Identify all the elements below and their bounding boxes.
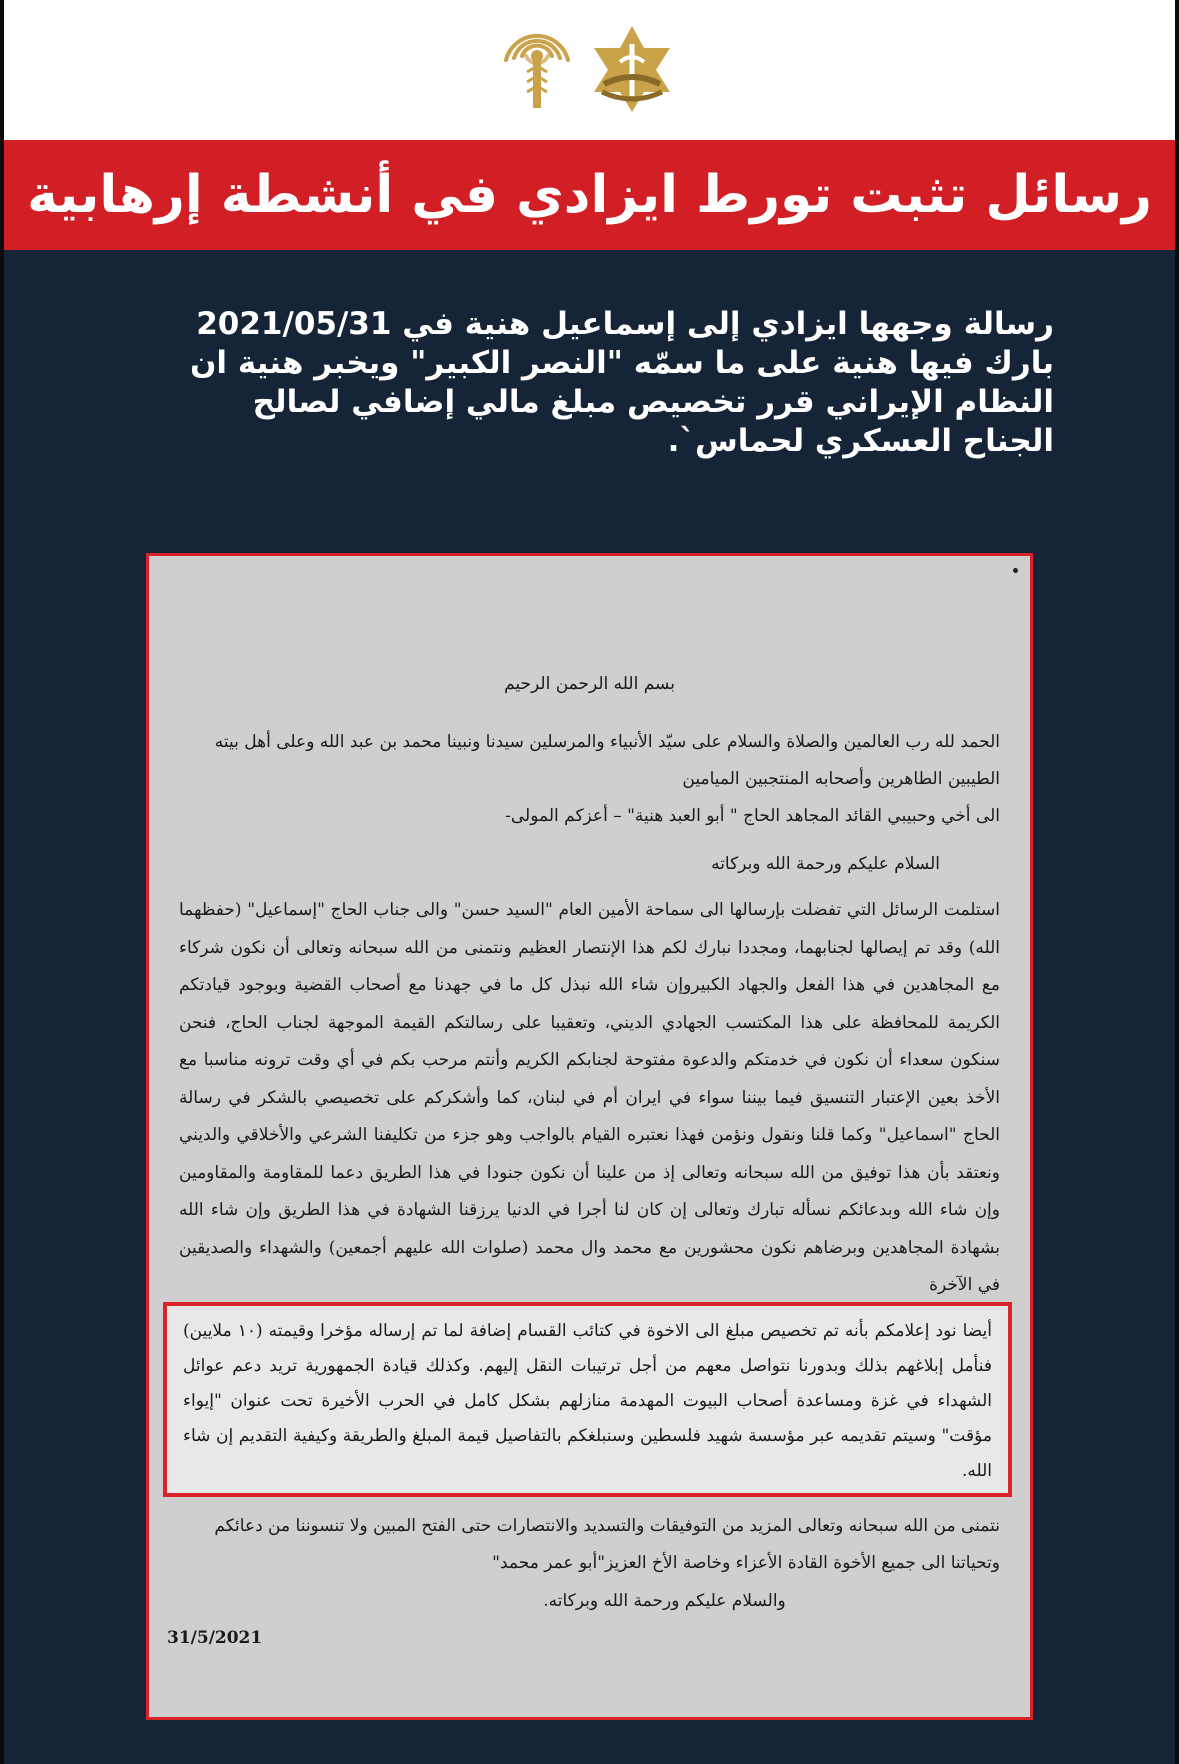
- letter-salam-opening: السلام عليكم ورحمة الله وبركاته: [711, 854, 940, 874]
- letter-basmala: بسم الله الرحمن الرحيم: [504, 674, 675, 694]
- letter-addressee: الى أخي وحبيبي القائد المجاهد الحاج " أبو العبد هنية" – أعزكم المولى-: [505, 806, 1000, 826]
- letter-salam-closing: والسلام عليكم ورحمة الله وبركاته.: [543, 1591, 786, 1611]
- scan-speck: [1013, 568, 1018, 573]
- logo-strip: [4, 0, 1175, 140]
- infographic-frame: [4, 0, 1175, 1764]
- page-title: رسائل تثبت تورط ايزادي في أنشطة إرهابية: [27, 165, 1152, 225]
- idf-emblem-icon: [584, 22, 680, 116]
- letter-date: 31/5/2021: [167, 1628, 263, 1648]
- letter-praise: الحمد لله رب العالمين والصلاة والسلام على سيّد الأنبياء والمرسلين سيدنا ونبينا محمد بن عبد الله وعلى أهل بيته الطيبين الطاهرين وأصحابه المنتجبين الميامين: [214, 732, 1000, 789]
- highlighted-passage: [163, 1302, 1012, 1497]
- title-band: [4, 140, 1175, 250]
- idf-intelligence-emblem-icon: [500, 26, 574, 112]
- letter-body: استلمت الرسائل التي تفضلت بإرسالها الى سماحة الأمين العام "السيد حسن" والى جناب الحاج "إسماعيل" (حفظهما الله) وقد تم إيصالها لجنابهما، ومجددا نبارك لكم هذا الإنتصار العظيم ونتمنى من الله سبحانه وتعالى أن نكون شركاء مع المجاهدين في هذا الفعل والجهاد الكبيروإن شاء الله نبذل كل ما في جهدنا مع أصحاب القضية وبوجود قيادتكم الكريمة للمحافظة على هذا المكتسب الجهادي الديني، وتعقيبا على رسالتكم القيمة الموجهة لجناب الحاج، فنحن سنكون سعداء أن نكون في خدمتكم والدعوة مفتوحة لجنابكم الكريم وأنتم مرحب بكم في أي وقت ترونه مناسبا مع الأخذ بعين الإعتبار التنسيق فيما بيننا سواء في ايران أم في لبنان، كما وأشكركم على تخصيصي بالشكر في رسالة الحاج "اسماعيل" وكما قلنا ونقول ونؤمن فهذا نعتبره القيام بالواجب وهو جزء من تكليفنا الشرعي والأخلاقي والديني ونعتقد بأن هذا توفيق من الله سبحانه وتعالى إذ من علينا أن نكون جنودا في هذا الطريق دعما للمقاومة والمقاومين وإن شاء الله وبدعائكم نسأله تبارك وتعالى إن كان لنا أجرا في الدنيا يرزقنا الشهادة في هذا الطريق وإن شاء الله بشهادة المجاهدين وبرضاهم نكون محشورين مع محمد وال محمد (صلوات الله عليهم أجمعين) والشهداء والصديقين في الآخرة: [179, 900, 1000, 1295]
- letter-closing: نتمنى من الله سبحانه وتعالى المزيد من التوفيقات والتسديد والانتصارات حتى الفتح المبين ولا تنسوننا من دعائكم وتحياتنا الى جميع الأخوة القادة الأعزاء وخاصة الأخ العزيز"أبو عمر محمد": [214, 1516, 1000, 1573]
- scanned-letter: [146, 553, 1033, 1720]
- intro-summary: رسالة وجهها ايزادي إلى إسماعيل هنية في 2021/05/31 بارك فيها هنية على ما سمّه "النصر الكبير" ويخبر هنية ان النظام الإيراني قرر تخصيص مبلغ مالي إضافي لصالح الجناح العسكري لحماس`.: [189, 306, 1054, 459]
- highlighted-passage-text: أيضا نود إعلامكم بأنه تم تخصيص مبلغ الى الاخوة في كتائب القسام إضافة لما تم إرساله مؤخرا وقيمته (١٠ ملايين) فنأمل إبلاغهم بذلك وبدورنا نتواصل معهم من أجل ترتيبات النقل إليهم. وكذلك قيادة الجمهورية تريد دعم عوائل الشهداء في غزة ومساعدة أصحاب البيوت المهدمة منازلهم بشكل كامل في الحرب الأخيرة تحت عنوان "إيواء مؤقت" وسيتم تقديمه عبر مؤسسة شهيد فلسطين وسنبلغكم بالتفاصيل قيمة المبلغ والطريقة وكيفية التقديم إن شاء الله.: [183, 1321, 992, 1481]
